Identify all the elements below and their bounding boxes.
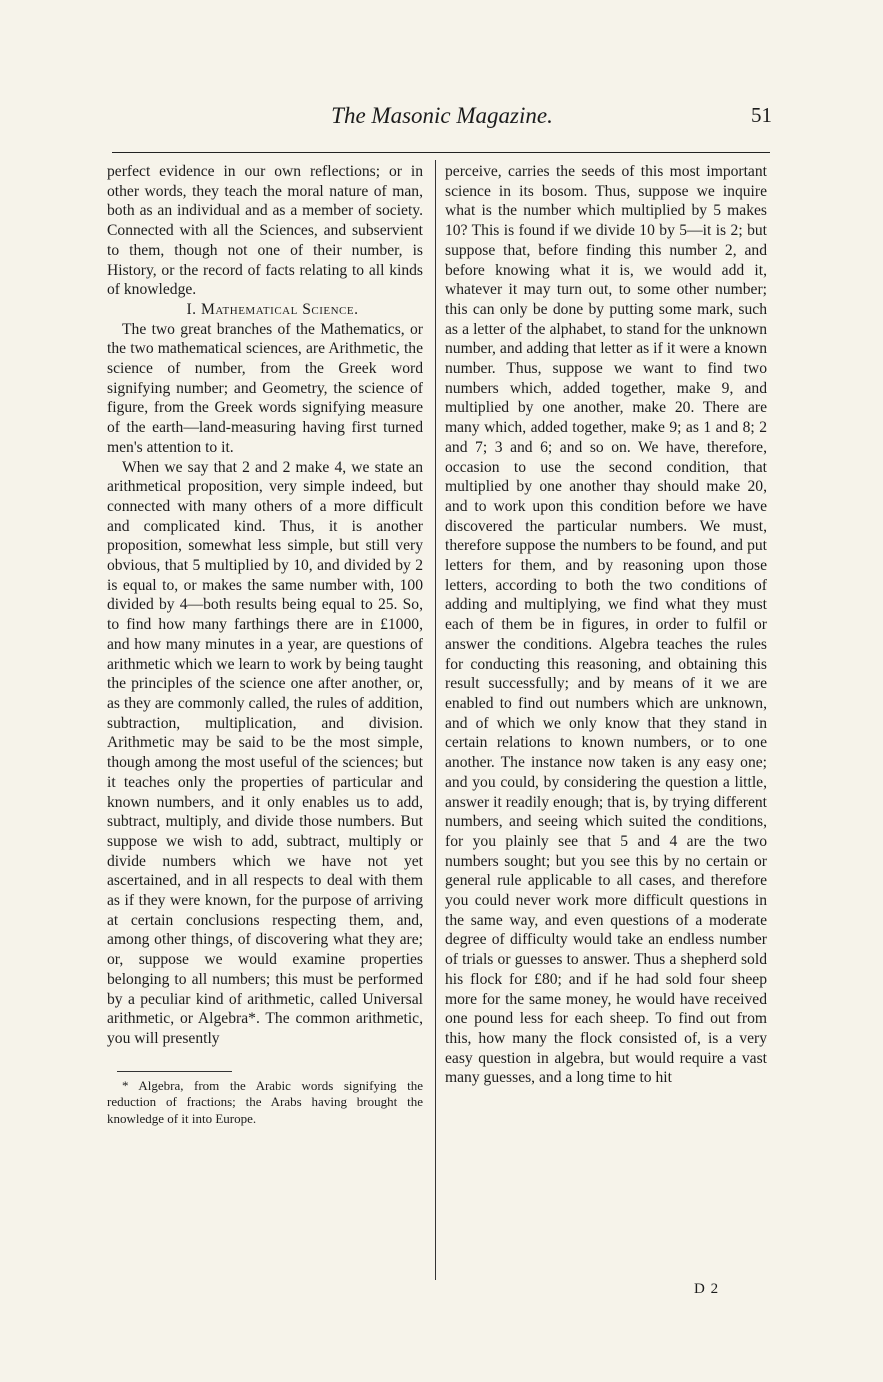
paragraph: The two great branches of the Mathematics, or the two mathematical sciences, are Arithmetic, the science of number, from the Greek word signifying number; and Geometry, the science of figure, from the Greek words signifying measure of the earth—land-measuring having first turned men's attention to it. (107, 320, 423, 456)
page-header (112, 103, 772, 133)
header-rule (112, 152, 770, 153)
footnote: * Algebra, from the Arabic words signifying the reduction of fractions; the Arabs having brought the knowledge of it into Europe. (107, 1077, 423, 1126)
column-divider (435, 160, 436, 1280)
paragraph: perfect evidence in our own reflections; or in other words, they teach the moral nature of man, both as an individual and as a member of society. Connected with all the Sciences, and subservient to them, though not one of their number, is History, or the record of facts relating to all kinds of knowledge. (107, 163, 423, 299)
running-title: The Masonic Magazine. (331, 103, 553, 128)
page-number: 51 (751, 103, 772, 127)
paragraph: When we say that 2 and 2 make 4, we state an arithmetical proposition, very simple indeed, but connected with many others of a more difficult and complicated kind. Thus, it is another proposition, somewhat less simple, but still very obvious, that 5 multiplied by 10, and divided by 2 is equal to, or makes the same number with, 100 divided by 4—both results being equal to 25. So, to find how many farthings there are in £1000, and how many minutes in a year, are questions of arithmetic which we learn to work by being taught the principles of the science one after another, or, as they are commonly called, the rules of addition, subtraction, multiplication, and division. Arithmetic may be said to be the most simple, though among the most useful of the sciences; but it teaches only the properties of particular and known numbers, and it only enables us to add, subtract, multiply, and divide those numbers. But suppose we wish to add, subtract, multiply or divide numbers which we have not yet ascertained, and in all respects to deal with them as if they were known, for the purpose of arriving at certain conclusions respecting them, and, among other things, of discovering what they are; or, suppose we would examine properties belonging to all numbers; this must be performed by a peculiar kind of arithmetic, called Universal arithmetic, or Algebra*. The common arithmetic, you will presently (107, 458, 423, 1047)
signature-mark: D 2 (694, 1281, 720, 1297)
footnote-rule (117, 1071, 232, 1072)
right-column (445, 162, 767, 1088)
left-column (107, 162, 423, 1127)
section-heading: I. Mathematical Science. (186, 300, 359, 318)
paragraph: perceive, carries the seeds of this most important science in its bosom. Thus, suppose we inquire what is the number which multiplied by 5 makes 10? This is found if we divide 10 by 5—it is 2; but suppose that, before finding this number 2, and before knowing what it is, we would add it, whatever it may turn out, to some other number; this can only be done by putting some mark, such as a letter of the alphabet, to stand for the unknown number, and adding that letter as if it were a known number. Thus, suppose we want to find two numbers which, added together, make 9, and multiplied by one another, make 20. There are many which, added together, make 9; as 1 and 8; 2 and 7; 3 and 6; and so on. We have, therefore, occasion to use the second condition, that multiplied by one another thay should make 20, and to work upon this condition before we have discovered the particular numbers. We must, therefore suppose the numbers to be found, and put letters for them, and by reasoning upon those letters, according to both the two conditions of adding and multiplying, we find what they must each of them be in figures, in order to fulfil or answer the conditions. Algebra teaches the rules for conducting this reasoning, and obtaining this result successfully; and by means of it we are enabled to find out numbers which are unknown, and of which we only know that they stand in certain relations to known numbers, or to one another. The instance now taken is any easy one; and you could, by considering the question a little, answer it readily enough; that is, by trying different numbers, and seeing which suited the conditions, for you plainly see that 5 and 4 are the two numbers sought; but you see this by no certain or general rule applicable to all cases, and therefore you could never work more difficult questions in the same way, and even questions of a moderate degree of difficulty would take an endless number of trials or guesses to answer. Thus a shepherd sold his flock for £80; and if he had sold four sheep more for the same money, he would have received one pound less for each sheep. To find out from this, how many the flock consisted of, is a very easy question in algebra, but would require a vast many guesses, and a long time to hit (445, 163, 767, 1087)
